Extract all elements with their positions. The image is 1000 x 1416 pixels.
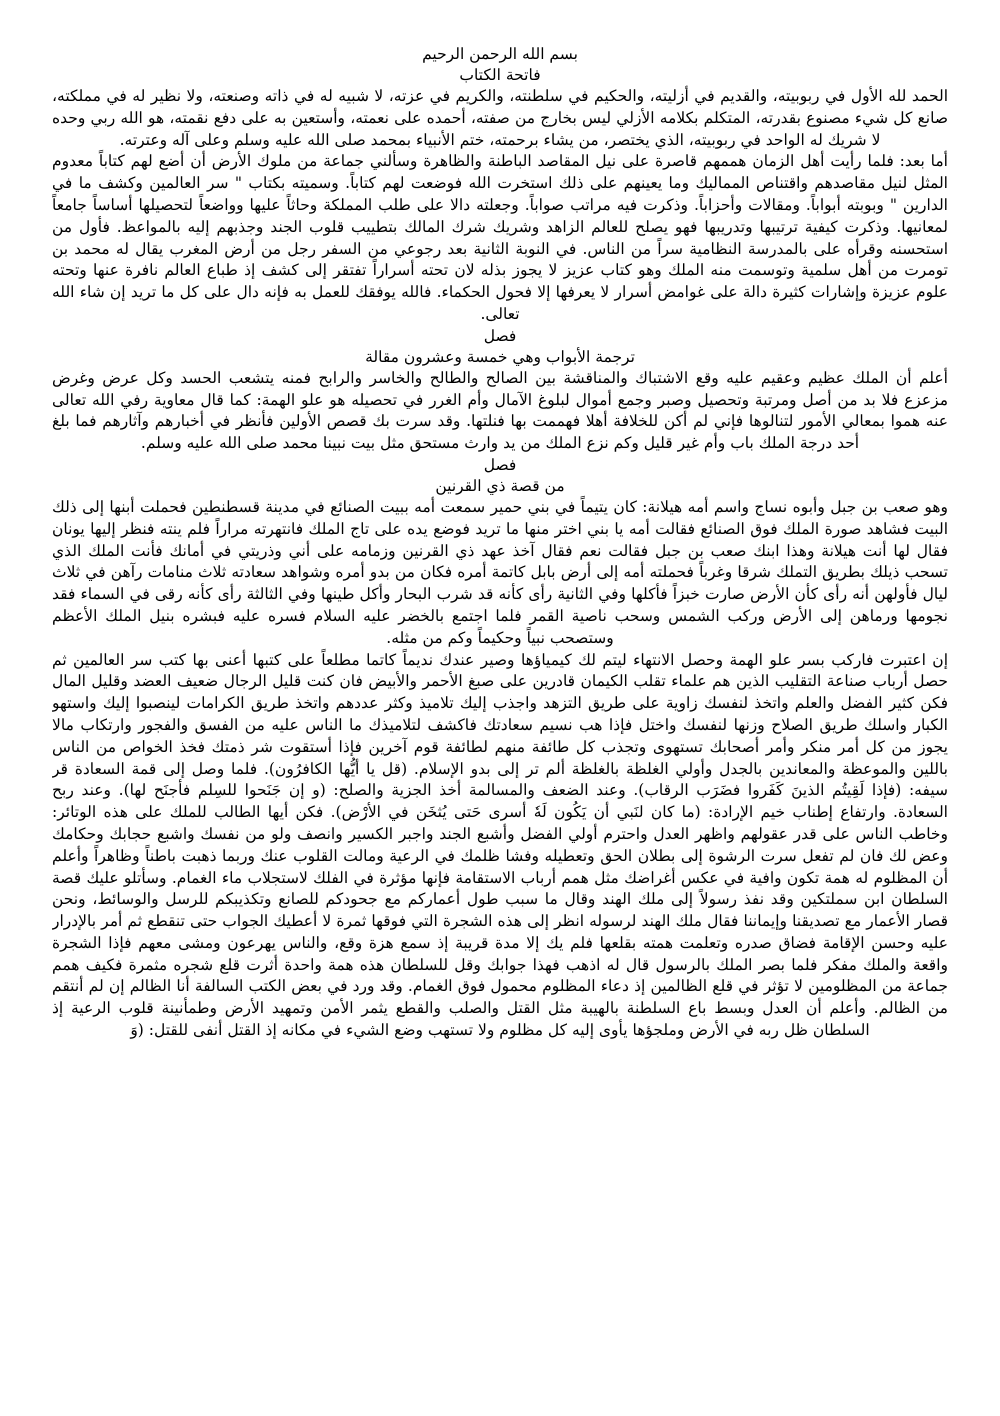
document-page: [52, 44, 948, 1404]
paragraph-story: وهو صعب بن جبل وأبوه نساج واسم أمه هيلانة: كان يتيماً في بني حمير سمعت أمه ببيت الصنائع في مدينة قسطنطين فحملت أبنها إلى ذلك البيت فشاهد صورة الملك فوق الصنائع فقالت أمه يا بني اختر منها ما تريد فوضع يده على تاج الملك فانتهرته مراراً فلم ينته فنظر إليها يونان فقال لها أنت هيلانة وهذا ابنك صعب بن جبل فقالت نعم فقال آخذ عهد ذي القرنين وزمامه على أني وذريتي في أمانك فأنت الملك الذي تسحب ذيلك بطريق التملك شرقا وغرباً فحملته أمه إلى أرض بابل كاتمة أمره فكان من بدو أمره وشواهد سعادته ثلاث منامات رآهن في ثلاث ليال فأولهن أنه رأى كأن الأرض صارت خبزاً فأكلها وفي الثانية رأى كأنه قد شرب البحار وأكل طينها وفي الثالثة رأى كأنه رقى في السماء فقد نجومها ورماهن إلى الأرض وركب الشمس وسحب ناصية القمر فلما اجتمع بالخضر عليه السلام فسره عليه فبشره بنيل الملك الأعظم وستصحب نبياً وحكيماً وكم من مثله.: [52, 497, 948, 647]
paragraph-intro: أما بعد: فلما رأيت أهل الزمان هممهم قاصرة على نيل المقاصد الباطنة والظاهرة وسألني جماعة من ملوك الأرض أن أضع لهم كتاباً معدوم المثل لنيل مقاصدهم واقتناص المماليك وما يعينهم على ذلك استخرت الله فوضعت لهم كتاباً. وسميته بكتاب " سر العالمين وكشف ما في الدارين " وبوبته أبواباً. ومقالات وأحزاباً. وذكرت فيه مراتب صواباً. وجعلته دالا على طلب المملكة وحاثاً عليها وواضعاً لتحصيلها أساساً جامعاً لمعانيها. وذكرت كيفية ترتيبها وتدريبها فهو يصلح للعالم الزاهد وشريك شرك المالك بتطييب قلوب الجند وجذبهم إليه بالمواعظ. فأول من استحسنه وقرأه على بالمدرسة النظامية سراً من الناس. في النوبة الثانية بعد رجوعي من السفر رجل من أرض المغرب يقال له محمد بن تومرت من أهل سلمية وتوسمت منه الملك وهو كتاب عزيز لا يجوز بذله لان تحته أسراراً تفتقر إلى كشف إذ طباع العالم نافرة عنها وتحته علوم عزيزة وإشارات كثيرة دالة على غوامض أسرار لا يعرفها إلا فحول الحكماء. فالله يوفقك للعمل به فإنه دال على كل ما تريد إن شاء الله تعالى.: [52, 152, 948, 323]
paragraph-advice: إن اعتبرت فاركب بسر علو الهمة وحصل الانتهاء ليتم لك كيمياؤها وصير عندك نديماً كاتما مطلعاً على كتبها أعنى بها كتب سر العالمين ثم حصل أرباب صناعة التقليب الذين هم علماء تقلب الكيمان قادرين على صبغ الأحمر والأبيض فان كنت قليل الرجال ضعيف العضد وقليل المال فكن كثير الفضل والعلم واتخذ لنفسك زاوية على طريق التزهد واجذب إليك تلاميذ وكثر عددهم واتخذ طريق الكرامات لينصبوا إليك واستهو الكبار واسلك طريق الصلاح وزنها لنفسك واختل فإذا هب نسيم سعادتك فاكشف لتلاميذك ما الناس عليه من الفسق والفجور وارتكاب مالا يجوز من كل أمر منكر وأمر أصحابك تستهوى وتجذب كل طائفة منهم لطائفة قوم آخرين فإذا أستقوت شر ذمتك فخذ الخواص من الناس باللين والموعظة والمعاندين بالجدل وأولي الغلظة بالغلظة ألم تر إلى بدو الإسلام. (قل يا أيُّها الكافرُون). فلما وصل إلى قمة السعادة قر سيفه: (فإذا لَقِيتُم الذينَ كَفَروا فضَرَب الرقاب). وعند الضعف والمسالمة أخذ الجزية والصلح: (و إن جَنَحوا للسِلم فأجنَح لها). وعند ربح السعادة. وارتفاع إطناب خيم الإرادة: (ما كان لنَبي أن يَكُون لَهٗ أسرى حَتى يُثخَن في الأرْض). فكن أيها الطالب للملك على هذه الوتائر: وخاطب الناس على قدر عقولهم واظهر العدل واحترم أولي الفضل وأشبع الجند واجبر الكسير وانصف ولو من نفسك واشبع حجابك وحكامك وعض لك فان لم تفعل سرت الرشوة إلى بطلان الحق وتعطيله وفشا ظلمك في الرعية ومالت القلوب عنك وربما ذهبت باطناً وظاهراً وأعلم أن المظلوم له همة تكون وافية في عكس أغراضك مثل همم أرباب الاستقامة فإنها مؤثرة في الفلك لاستجلاب ماء الغمام. وسأتلو عليك قصة السلطان ابن سملتكين وقد نفذ رسولاً إلى ملك الهند وقال ما سبب طول أعماركم مع جحودكم للصانع وتكذيبكم للرسل والوسائط، ونحن قصار الأعمار مع تصديقنا وإيماننا فقال ملك الهند لرسوله انظر إلى هذه الشجرة التي فوقها ثمرة لا أعطيك الجواب حتى تنقطع ثم أمر بالإدرار عليه وحسن الإقامة فضاق صدره وتعلمت همته بقلعها فلم يك إلا مدة قريبة إذ سمع هزة وقع، والناس يهرعون ومشى معهم فإذا الشجرة واقعة والملك مفكر فلما بصر الملك بالرسول قال له اذهب فهذا جوابك وقل للسلطان هذه همة واحدة أثرت قلع شجره مثمرة فكيف همم جماعة من المظلومين لا تؤثر في قلع الظالمين إذ دعاء المظلوم محمول فوق الغمام. وقد ورد في بعض الكتب السالفة أنا الظالم إن لم أنتقم من الظالم. وأعلم أن العدل وبسط باع السلطنة بالهيبة مثل القتل والصلب والقطع يثمر الأمن وتمهيد الأرض وطمأنينة قلوب الرعية إذ السلطان ظل ربه في الأرض وملجؤها يأوى إليه كل مظلوم ولا تستهب وضع الشيء في مكانه إذ القتل أنفى للقتل: (وَ: [52, 650, 948, 1040]
section-heading-fasl-2: فصل: [483, 455, 517, 474]
section-heading-fasl-1: فصل: [483, 326, 517, 345]
paragraph-kingship: أعلم أن الملك عظيم وعقيم عليه وقع الاشتباك والمناقشة بين الصالح والطالح والخاسر والرابح فمنه يتشعب الحسد وكل عرض وغرض مزعزع فلا بد من أصل ومرتبة وتحصيل وصبر وجمع أموال لبلوغ الآمال وأم الغرر في تحصيله هو علو الهمة: كما قال معاوية رفي الله تعالى عنه هموا بمعالي الأمور لتنالوها فإني لم أكن للخلافة أهلا فهممت بها فنلتها. وقد سرت بك قصص الأولين فأنظر في أخبارهم وآثارهم فما بلغ أحد درجة الملك باب وأم غير قليل وكم نزع الملك من يد وارث مستحق مثل بيت نبينا محمد صلى الله عليه وسلم.: [52, 368, 948, 453]
section-title-dhul-qarnayn: من قصة ذي القرنين: [435, 476, 565, 495]
opening-title: فاتحة الكتاب: [459, 66, 541, 84]
basmala: بسم الله الرحمن الرحيم: [422, 45, 578, 63]
paragraph-praise: الحمد لله الأول في ربوبيته، والقديم في أزليته، والحكيم في سلطنته، والكريم في عزته، لا شبيه له في ذاته وصنعته، ولا نظير له في مملكته، صانع كل شيء مصنوع بقدرته، المتكلم بكلامه الأزلي ليس بخارج من صفته، أحمده على نعمته، وأستعين به على دفع نقمته، هو الله ربي وحده لا شريك له الواحد في ربوبيته، الذي يختصر، من يشاء برحمته، ختم الأنبياء بمحمد صلى الله عليه وسلم وعلى آله وعترته.: [52, 87, 948, 149]
section-title-chapters: ترجمة الأبواب وهي خمسة وعشرون مقالة: [365, 347, 635, 366]
